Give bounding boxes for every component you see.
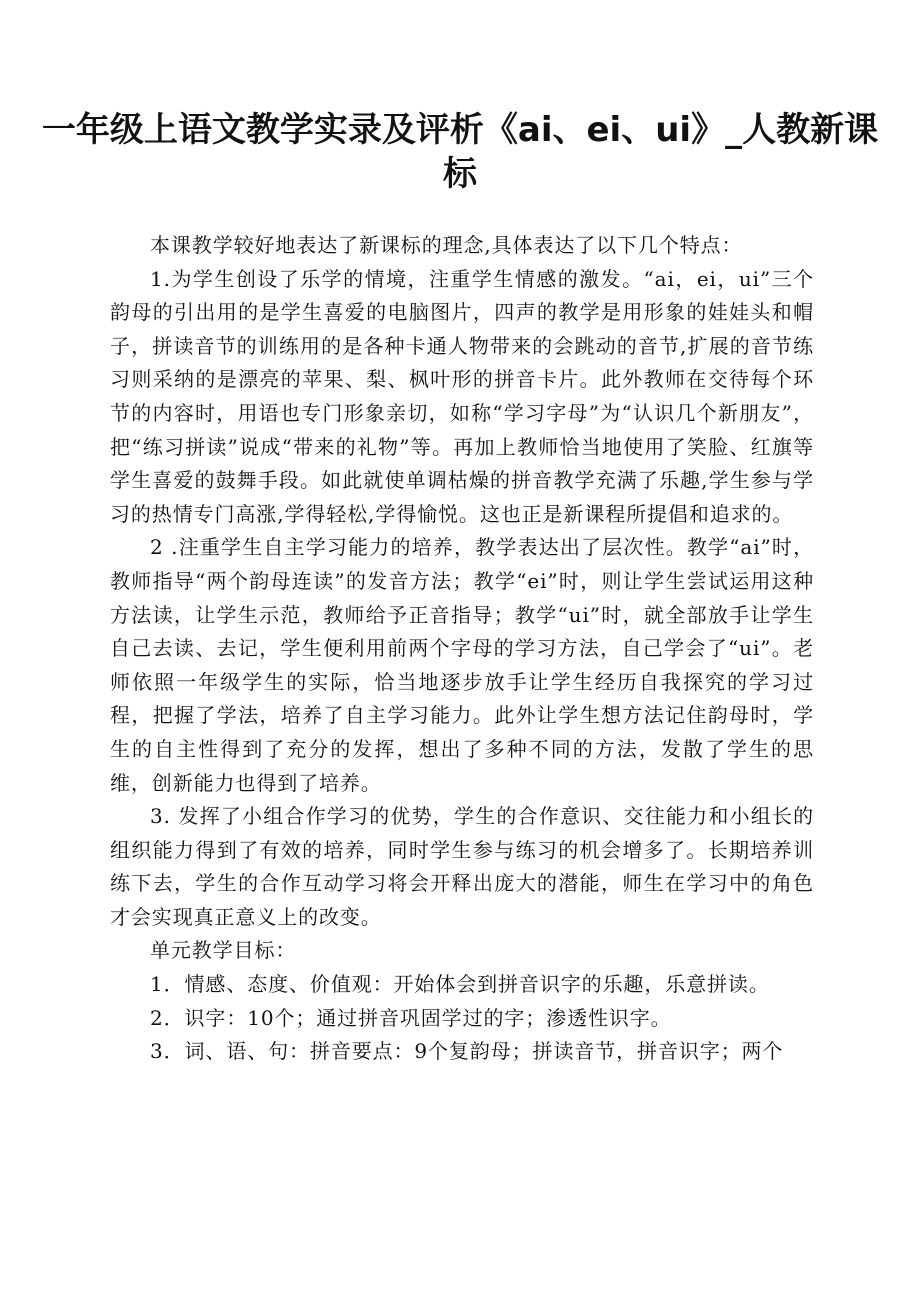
document-body <box>110 229 814 1069</box>
unit-goal-2: 2．识字：10个；通过拼音巩固学过的字；渗透性识字。 <box>150 1005 672 1030</box>
unit-goals-heading: 单元教学目标： <box>150 938 297 963</box>
unit-goal-1: 1．情感、态度、价值观：开始体会到拼音识字的乐趣，乐意拼读。 <box>150 972 770 997</box>
unit-goal-3: 3．词、语、句：拼音要点：9个复韵母；拼读音节，拼音识字；两个 <box>150 1039 784 1064</box>
paragraph-point-3: 3. 发挥了小组合作学习的优势，学生的合作意识、交往能力和小组长的组织能力得到了有效的培养，同时学生参与练习的机会增多了。长期培养训练下去，学生的合作互动学习将会开释出庞大的潜能，师生在学习中的角色才会实现真正意义上的改变。 <box>110 804 814 929</box>
paragraph-point-1: 1.为学生创设了乐学的情境，注重学生情感的激发。“ai，ei，ui”三个韵母的引出用的是学生喜爱的电脑图片，四声的教学是用形象的娃娃头和帽子，拼读音节的训练用的是各种卡通人物带来的会跳动的音节,扩展的音节练习则采纳的是漂亮的苹果、梨、枫叶形的拼音卡片。此外教师在交待每个环节的内容时，用语也专门形象亲切，如称“学习字母”为“认识几个新朋友”，把“练习拼读”说成“带来的礼物”等。再加上教师恰当地使用了笑脸、红旗等学生喜爱的鼓舞手段。如此就使单调枯燥的拼音教学充满了乐趣,学生参与学习的热情专门高涨,学得轻松,学得愉悦。这也正是新课程所提倡和追求的。 <box>110 266 814 526</box>
document-title: 一年级上语文教学实录及评析《ai、ei、ui》_人教新课标 <box>41 110 879 194</box>
paragraph-intro: 本课教学较好地表达了新课标的理念,具体表达了以下几个特点： <box>150 233 743 257</box>
paragraph-point-2: 2 .注重学生自主学习能力的培养，教学表达出了层次性。教学“ai”时，教师指导“两个韵母连读”的发音方法；教学“ei”时，则让学生尝试运用这种方法读，让学生示范，教师给予正音指导；教学“ui”时，就全部放手让学生自己去读、去记，学生便利用前两个字母的学习方法，自己学会了“ui”。老师依照一年级学生的实际，恰当地逐步放手让学生经历自我探究的学习过程，把握了学法，培养了自主学习能力。此外让学生想方法记住韵母时，学生的自主性得到了充分的发挥，想出了多种不同的方法，发散了学生的思维，创新能力也得到了培养。 <box>110 535 814 795</box>
